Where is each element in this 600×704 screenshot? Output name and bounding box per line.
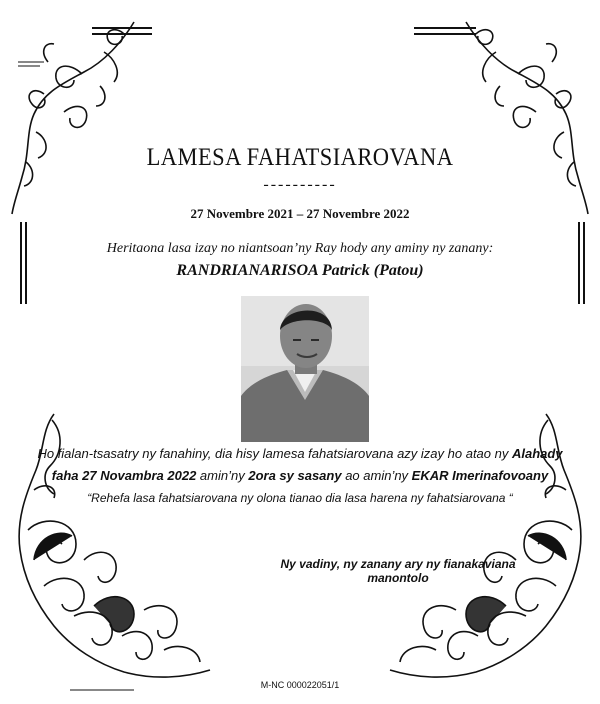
deceased-name: RANDRIANARISOA Patrick (Patou) (176, 262, 424, 279)
top-left-rule (92, 27, 152, 29)
family-signature: Ny vadiny, ny zanany ary ny fianakaviana manontolo (280, 557, 516, 585)
announcement-connector-2: ao amin’ny (341, 468, 412, 483)
memorial-dates: 27 Novembre 2021 – 27 Novembre 2022 (190, 206, 410, 221)
announcement-text: Ho fialan-tsasatry ny fanahiny, dia hisy lamesa fahatsiarovana azy izay ho atao ny (37, 446, 512, 461)
announcement-connector-1: amin’ny (196, 468, 249, 483)
reference-number: M-NC 000022051/1 (260, 680, 340, 690)
announcement-day: Alahady (511, 446, 563, 461)
announcement-time: 2ora sy sasany (248, 468, 342, 483)
notice-title: LAMESA FAHATSIAROVANA (146, 144, 454, 171)
memorial-quote: “Rehefa lasa fahatsiarovana ny olona tianao dia lasa harena ny fahatsiarovana “ (87, 491, 513, 505)
announcement-date: faha 27 Novambra 2022 (51, 468, 197, 483)
corner-ornament-bottom-left (14, 410, 214, 695)
corner-ornament-bottom-right (386, 410, 586, 695)
top-right-rule (414, 27, 476, 29)
title-divider: ---------- (263, 176, 337, 193)
portrait-photo (241, 296, 369, 442)
top-right-rule-inner (414, 33, 476, 35)
announcement-place: EKAR Imerinafovoany (411, 468, 549, 483)
top-left-rule-inner (92, 33, 152, 35)
intro-text: Heritaona lasa izay no niantsoan’ny Ray hody any aminy ny zanany: (106, 241, 494, 256)
